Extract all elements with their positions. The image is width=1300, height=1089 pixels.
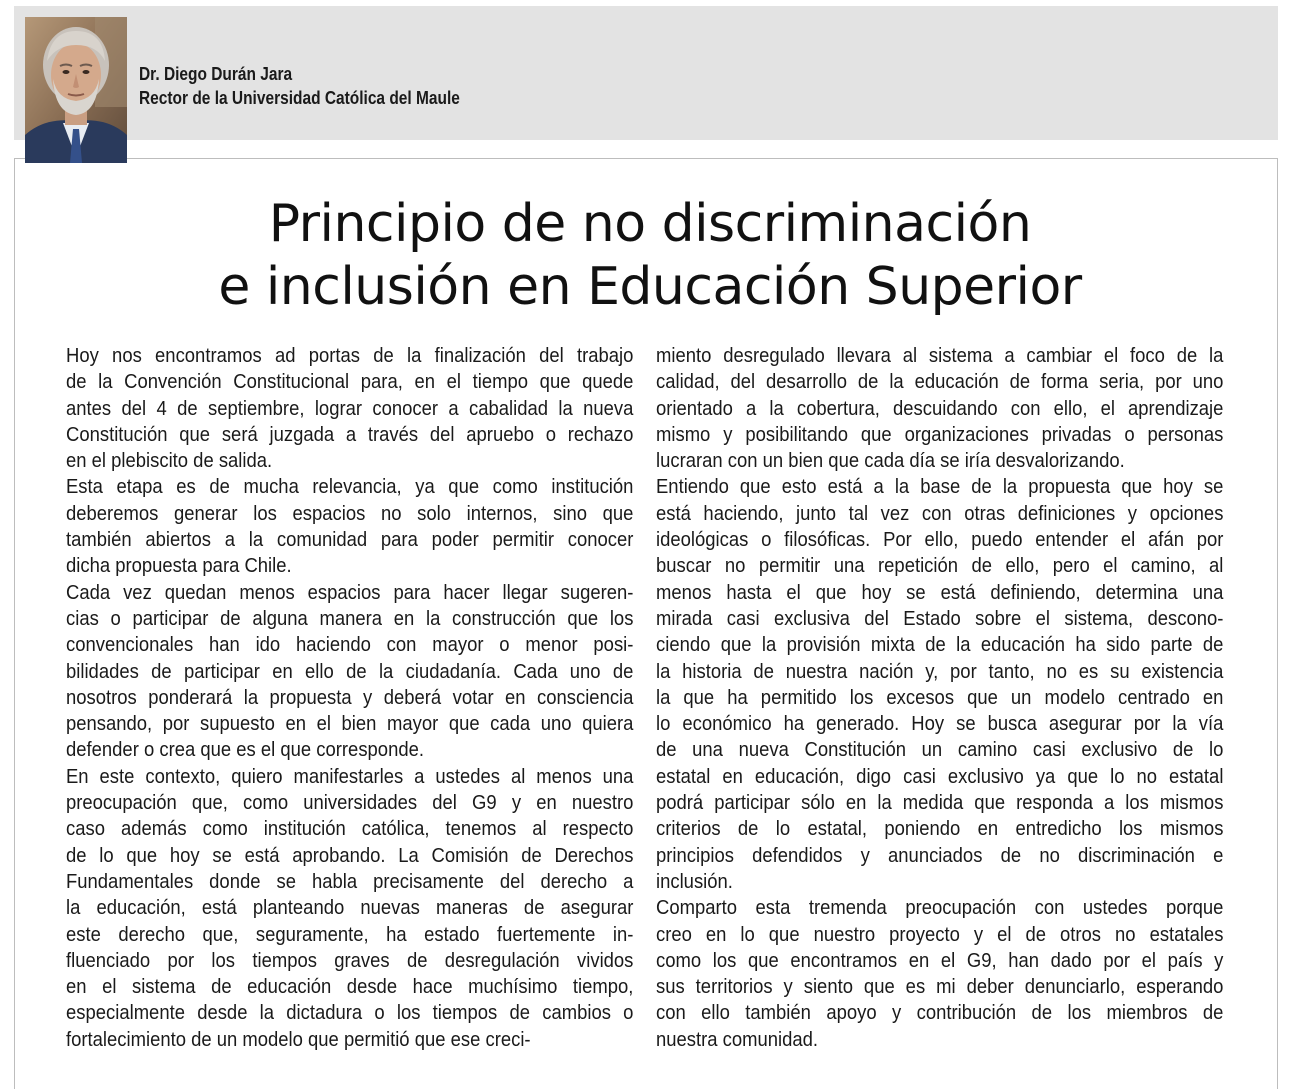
text-line: mismo y posibilitando que organizaciones privadas o personas	[656, 422, 1224, 446]
text-line: caso además como institución católica, tenemos al respecto	[66, 817, 634, 841]
text-line: está haciendo, junto tal vez con otras definiciones y opciones	[656, 501, 1224, 525]
paragraph	[66, 474, 634, 579]
text-line: buscar no permitir una repetición de ello, pero el camino, al	[656, 554, 1224, 578]
author-byline	[139, 62, 460, 110]
title-line-2: e inclusión en Educación Superior	[218, 257, 1082, 317]
text-line: lucraran con un bien que cada día se iría desvalorizando.	[656, 449, 1125, 473]
text-line: menos hasta el que hoy se está definiendo, determina una	[656, 580, 1224, 604]
text-line: En este contexto, quiero manifestarles a ustedes al menos una	[66, 764, 634, 788]
text-line: en el plebiscito de salida.	[66, 449, 273, 473]
text-line: estatal en educación, digo casi exclusivo ya que lo no estatal	[656, 764, 1224, 788]
text-line: preocupación que, como universidades del G9 y en nuestro	[66, 791, 634, 815]
text-line: mirada casi exclusiva del Estado sobre el sistema, descono-	[656, 606, 1224, 630]
paragraph	[656, 474, 1224, 895]
text-line: especialmente desde la dictadura o los tiempos de cambios o	[66, 1001, 634, 1025]
paragraph	[66, 580, 634, 764]
text-line: nuestra comunidad.	[656, 1027, 819, 1051]
author-photo	[25, 17, 127, 163]
text-line: sus territorios y siento que es mi deber denunciarlo, esperando	[656, 975, 1224, 999]
text-line: también abiertos a la comunidad para poder permitir conocer	[66, 528, 634, 552]
text-line: bilidades de participar en ello de la ciudadanía. Cada uno de	[66, 659, 634, 683]
text-line: Comparto esta tremenda preocupación con ustedes porque	[656, 896, 1224, 920]
text-line: creo en lo que nuestro proyecto y el de otros no estatales	[656, 922, 1224, 946]
article-title	[0, 193, 1300, 319]
text-line: fortalecimiento de un modelo que permitió que ese creci-	[66, 1027, 531, 1051]
text-line: en el sistema de educación desde hace muchísimo tiempo,	[66, 975, 634, 999]
text-line: Entiendo que esto está a la base de la propuesta que hoy se	[656, 475, 1224, 499]
text-line: pensando, por supuesto en el bien mayor que cada uno quiera	[66, 712, 634, 736]
title-line-1: Principio de no discriminación	[268, 194, 1032, 254]
text-line: antes del 4 de septiembre, lograr conocer a cabalidad la nueva	[66, 396, 634, 420]
text-line: dicha propuesta para Chile.	[66, 554, 292, 578]
right-column	[656, 343, 1224, 1053]
paragraph	[66, 764, 634, 1053]
text-line: nosotros ponderará la propuesta y deberá votar en consciencia	[66, 685, 634, 709]
text-line: deberemos generar los espacios no solo internos, sino que	[66, 501, 634, 525]
paragraph	[656, 895, 1224, 1053]
text-line: Cada vez quedan menos espacios para hacer llegar sugeren-	[66, 580, 634, 604]
text-line: de lo que hoy se está aprobando. La Comisión de Derechos	[66, 843, 634, 867]
paragraph	[656, 343, 1224, 474]
text-line: con ello también apoyo y contribución de los miembros de	[656, 1001, 1224, 1025]
text-line: convencionales han ido haciendo con mayor o menor posi-	[66, 633, 634, 657]
text-line: defender o crea que es el que corresponde.	[66, 738, 424, 762]
text-line: principios defendidos y anunciados de no discriminación e	[656, 843, 1224, 867]
text-line: este derecho que, seguramente, ha estado fuertemente in-	[66, 922, 634, 946]
text-line: cias o participar de alguna manera en la construcción que los	[66, 606, 634, 630]
text-line: Hoy nos encontramos ad portas de la finalización del trabajo	[66, 344, 634, 367]
author-position: Rector de la Universidad Católica del Maule	[139, 88, 460, 108]
text-line: Fundamentales donde se habla precisamente del derecho a	[66, 869, 634, 893]
text-line: la que ha permitido los excesos que un modelo centrado en	[656, 685, 1224, 709]
text-line: ideológicas o filosóficas. Por ello, puedo entender el afán por	[656, 528, 1224, 552]
text-line: fluenciado por los tiempos graves de desregulación vividos	[66, 948, 634, 972]
text-line: de la Convención Constitucional para, en el tiempo que quede	[66, 370, 634, 394]
paragraph	[66, 343, 634, 474]
text-line: ciendo que la provisión mixta de la educación ha sido parte de	[656, 633, 1224, 657]
text-line: lo económico ha generado. Hoy se busca asegurar por la vía	[656, 712, 1224, 736]
text-line: podrá participar sólo en la medida que responda a los mismos	[656, 791, 1224, 815]
text-line: la historia de nuestra nación y, por tanto, no es su existencia	[656, 659, 1224, 683]
text-line: criterios de lo estatal, poniendo en entredicho los mismos	[656, 817, 1224, 841]
text-line: de una nueva Constitución un camino casi exclusivo de lo	[656, 738, 1224, 762]
text-line: calidad, del desarrollo de la educación de forma seria, por uno	[656, 370, 1224, 394]
text-line: Esta etapa es de mucha relevancia, ya que como institución	[66, 475, 634, 499]
text-line: orientado a la cobertura, descuidando con ello, el aprendizaje	[656, 396, 1224, 420]
author-name: Dr. Diego Durán Jara	[139, 64, 293, 84]
text-line: como los que encontramos en el G9, han dado por el país y	[656, 948, 1224, 972]
text-line: inclusión.	[656, 869, 733, 893]
left-column	[66, 343, 634, 1053]
text-line: Constitución que será juzgada a través del apruebo o rechazo	[66, 422, 634, 446]
text-line: miento desregulado llevara al sistema a cambiar el foco de la	[656, 344, 1224, 367]
text-line: la educación, está planteando nuevas maneras de asegurar	[66, 896, 634, 920]
